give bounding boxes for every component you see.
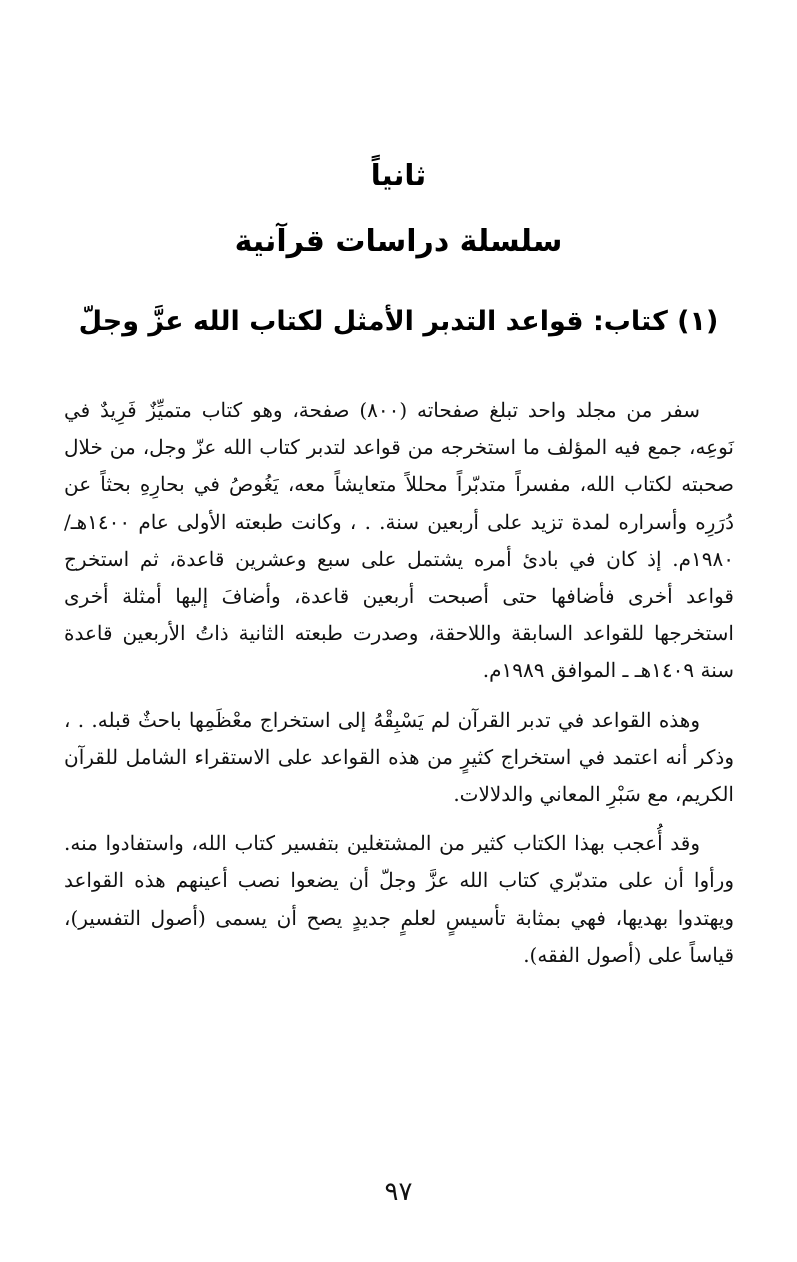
body-text	[64, 392, 734, 986]
section-label: ثانياً	[370, 158, 427, 192]
page-number: ٩٧	[384, 1177, 413, 1207]
paragraph: وقد أُعجب بهذا الكتاب كثير من المشتغلين بتفسير كتاب الله، واستفادوا منه. ورأوا أن على متدبّري كتاب الله عزَّ وجلّ أن يضعوا نصب أعينهم هذه القواعد ويهتدوا بهديها، فهي بمثابة تأسيسٍ لعلمٍ جديدٍ يصح أن يسمى (أصول التفسير)، قياساً على (أصول الفقه).	[64, 831, 734, 967]
book-title: (١) كتاب: قواعد التدبر الأمثل لكتاب الله عزَّ وجلّ	[78, 306, 719, 337]
series-title: سلسلة دراسات قرآنية	[234, 224, 563, 259]
paragraph: وهذه القواعد في تدبر القرآن لم يَسْبِقْهُ إلى استخراج معْظَمِها باحثٌ قبله. . ، وذكر أنه اعتمد في استخراج كثيرٍ من هذه القواعد على الاستقراء الشامل للقرآن الكريم، مع سَبْرِ المعاني والدلالات.	[64, 707, 734, 807]
paragraph: سفر من مجلد واحد تبلغ صفحاته (٨٠٠) صفحة، وهو كتاب متميِّزٌ فَرِيدٌ في نَوعِه، جمع فيه المؤلف ما استخرجه من قواعد لتدبر كتاب الله عزّ وجل، من خلال صحبته لكتاب الله، مفسراً متدبّراً محللاً متعايشاً معه، يَغُوصُ في بحارِهِ بحثاً عن دُرَرِه وأسراره لمدة تزيد على أربعين سنة. . ، وكانت طبعته الأولى عام ١٤٠٠هـ/ ١٩٨٠م. إذ كان في بادئ أمره يشتمل على سبع وعشرين قاعدة، ثم استخرج قواعد أخرى فأضافها حتى أصبحت أربعين قاعدة، وأضافَ إليها أمثلة أخرى استخرجها للقواعد السابقة واللاحقة، وصدرت طبعته الثانية ذاتُ الأربعين قاعدة سنة ١٤٠٩هـ ـ الموافق ١٩٨٩م.	[64, 398, 734, 683]
